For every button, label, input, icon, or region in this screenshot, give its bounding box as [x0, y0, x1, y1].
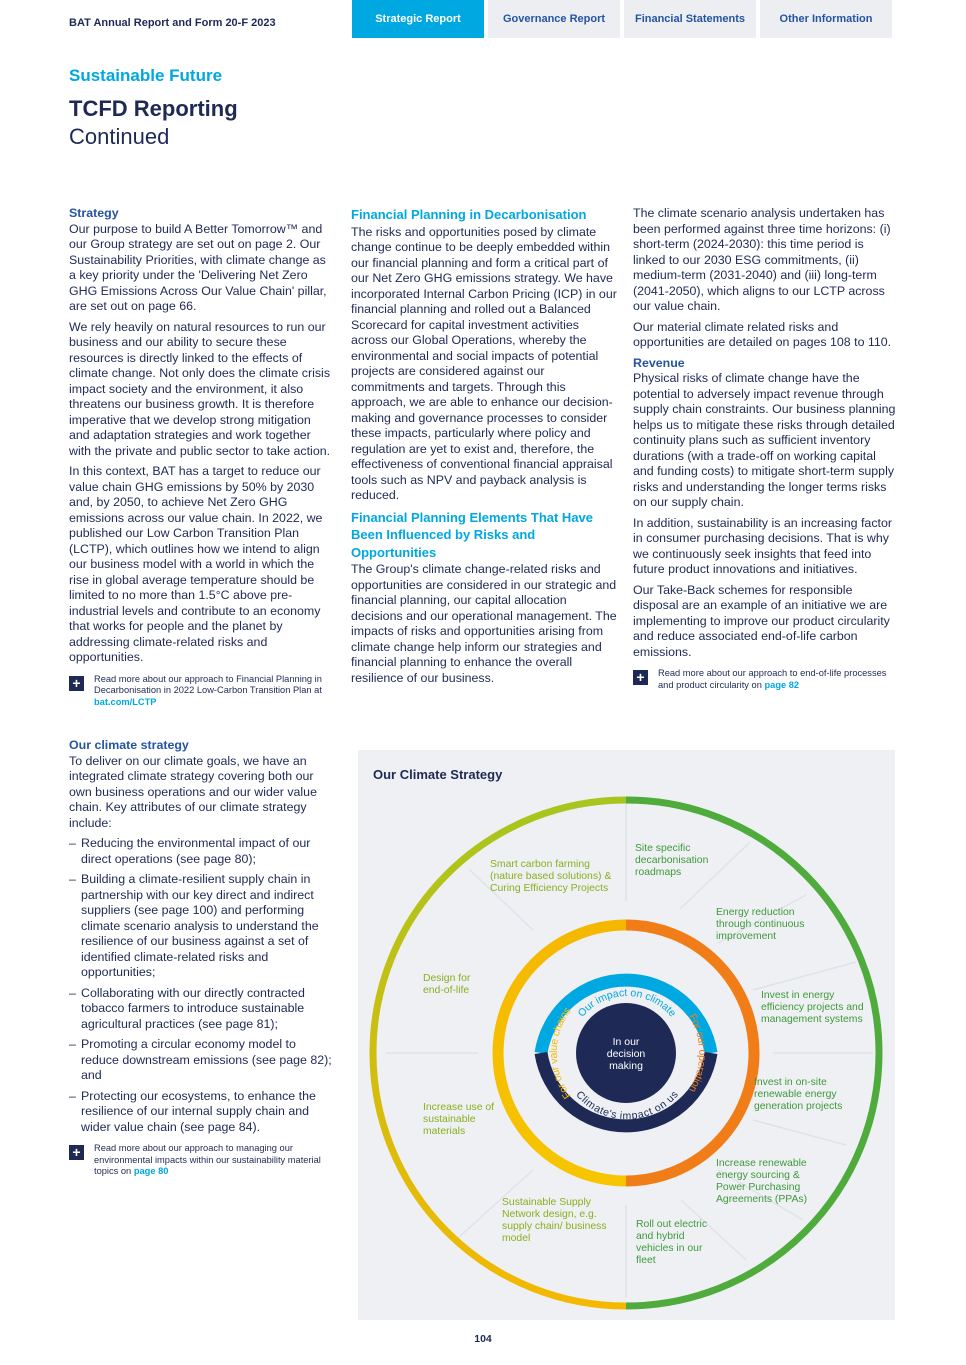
- list-item: – Collaborating with our directly contracted tobacco farmers to introduce sustainable agricultural practices (see page 81);: [69, 986, 334, 1033]
- climate-strategy-intro: To deliver on our climate goals, we have an integrated climate strategy covering both our own business operations and our wider value chain. Key attributes of our climate strategy include:: [69, 753, 317, 830]
- climate-strategy-list: [69, 836, 334, 1135]
- list-item: – Reducing the environmental impact of our direct operations (see page 80);: [69, 836, 334, 867]
- list-item: – Building a climate-resilient supply chain in partnership with our key direct and indirect suppliers (see page 100) and performing climate scenario analysis to understand the resilience of our business against a set of identified climate-related risks and opportunities;: [69, 872, 334, 981]
- page-82-link[interactable]: page 82: [764, 679, 800, 690]
- segment-energy-efficiency: Invest in energy efficiency projects and management systems: [761, 990, 864, 1025]
- revenue-paragraph-3: Our Take-Back schemes for responsible disposal are an example of an initiative we are implementing to improve our product circularity and reduce associated end-of-life carbon emissions.: [633, 582, 890, 659]
- segment-sustainable-supply-network: Sustainable Supply Network design, e.g. supply chain/ business model: [502, 1197, 607, 1244]
- page-80-link[interactable]: page 80: [133, 1166, 169, 1177]
- financial-planning-paragraph: The risks and opportunities posed by climate change continue to be deeply embedded within our financial planning and form a critical part of our Net Zero GHG emissions strategy. We have incorporated Internal Carbon Pricing (ICP) in our financial planning and rolled out a Balanced Scorecard for capital investment activities across our Global Operations, whereby the environmental and social impacts of potential projects are considered against our commitments and targets. Through this approach, we are able to enhance our decision-making and governance processes to consider these impacts, particularly where policy and regulation are yet to exist and, therefore, the effectiveness of conventional financial appraisal tools such as NPV and payback analysis is reduced.: [351, 224, 617, 502]
- page-title: TCFD Reporting: [69, 96, 238, 121]
- strategy-heading: Strategy: [69, 206, 119, 220]
- center-label-line-1: In our: [612, 1036, 640, 1048]
- segment-energy-reduction: Energy reduction through continuous improvement: [716, 907, 805, 942]
- plus-icon: +: [633, 670, 648, 685]
- segment-electric-fleet: Roll out electric and hybrid vehicles in our fleet: [636, 1219, 708, 1266]
- read-more-text: Read more about our approach to Financial Planning in Decarbonisation in 2022 Low-Carbon Transition Plan at: [94, 673, 322, 696]
- diagram-title: Our Climate Strategy: [373, 767, 503, 782]
- strategy-paragraph-1: Our purpose to build A Better Tomorrow™ and our Group strategy are set out on page 2. Our Sustainability Priorities, with climate change as a key priority under the 'Delivering Net Zero GHG Emissions Across Our Value Chain' pillar, are set out on page 66.: [69, 221, 327, 313]
- tab-governance-report[interactable]: Governance Report: [488, 0, 620, 38]
- plus-icon: +: [69, 1145, 84, 1160]
- strategy-paragraph-3: In this context, BAT has a target to reduce our value chain GHG emissions by 50% by 2030 and, by 2050, to achieve Net Zero GHG emissions across our value chain. In 2022, we published our Low Carbon Transition Plan (LCTP), which outlines how we intend to align our business model with a world in which the rise in global average temperature should be limited to no more than 1.5°C above pre-industrial levels and contribute to an economy that works for people and the planet by addressing climate-related risks and opportunities.: [69, 464, 323, 664]
- strategy-paragraph-2: We rely heavily on natural resources to run our business and our ability to secure these resources is directly linked to the effects of climate change. Not only does the climate crisis impact society and the environment, it also threatens our business growth. It is therefore imperative that we develop strong mitigation and adaptation strategies and work together with the private and public sector to take action.: [69, 319, 331, 458]
- read-more-text: Read more about our approach to end-of-life processes and product circularity on: [658, 668, 887, 690]
- page-subtitle: Continued: [69, 124, 170, 149]
- top-nav: [352, 0, 892, 38]
- segment-sustainable-materials: Increase use of sustainable materials: [423, 1102, 495, 1137]
- financial-planning-heading: Financial Planning in Decarbonisation: [351, 207, 587, 222]
- section-label: Sustainable Future: [69, 66, 223, 85]
- for-operation-label: For our operation: [686, 1011, 709, 1095]
- center-label-line-3: making: [609, 1060, 643, 1072]
- revenue-paragraph-1: Physical risks of climate change have the potential to adversely impact revenue through supply chain constraints. Our business planning helps us to mitigate these risks through detailed continuity plans such as sufficient inventory durations (with a trade-off on working capital and funding costs) to mitigate short-term supply risks and understanding the longer terms risks on our supply chain.: [633, 371, 896, 509]
- impact-on-climate-label: Our impact on climate: [575, 986, 679, 1020]
- segment-smart-carbon-farming: Smart carbon farming (nature based solutions) & Curing Efficiency Projects: [490, 859, 612, 894]
- segment-renewable-sourcing: Increase renewable energy sourcing & Power Purchasing Agreements (PPAs): [716, 1158, 808, 1205]
- tab-financial-statements[interactable]: Financial Statements: [624, 0, 756, 38]
- read-more-text: Read more about our approach to managing our environmental impacts within our sustainability material topics on: [94, 1143, 321, 1177]
- column-revenue: [633, 206, 899, 691]
- read-more-end-of-life: [633, 668, 899, 691]
- read-more-lctp: [69, 674, 334, 709]
- revenue-paragraph-2: In addition, sustainability is an increasing factor in consumer purchasing decisions. That is why we continuously seek insights that feed into future product innovations and initiatives.: [633, 515, 892, 576]
- page-number: 104: [474, 1333, 492, 1345]
- center-label-line-2: decision: [606, 1048, 646, 1060]
- revenue-heading: Revenue: [633, 355, 685, 370]
- column-financial-planning: [351, 206, 617, 691]
- risks-paragraph: Our material climate related risks and opportunities are detailed on pages 108 to 110.: [633, 319, 892, 349]
- column-strategy: [69, 206, 334, 708]
- lctp-link[interactable]: bat.com/LCTP: [94, 696, 157, 707]
- plus-icon: +: [69, 676, 84, 691]
- climate-strategy-diagram: [358, 750, 895, 1320]
- tab-strategic-report[interactable]: Strategic Report: [352, 0, 484, 38]
- segment-decarbonisation-roadmaps: Site specific decarbonisation roadmaps: [635, 843, 709, 878]
- planning-elements-paragraph: The Group's climate change-related risks and opportunities are considered in our strategic and financial planning, our capital allocation decisions and our operational management. The impacts of risks and opportunities arising from climate change help inform our strategies and financial planning to enhance the overall resilience of our business.: [351, 562, 617, 685]
- segment-design-end-of-life: Design for end-of-life: [423, 973, 471, 996]
- diagram-svg: [358, 750, 895, 1320]
- read-more-environment: [69, 1143, 334, 1178]
- tab-other-information[interactable]: Other Information: [760, 0, 892, 38]
- list-item: – Protecting our ecosystems, to enhance the resilience of our internal supply chain and wider value chain (see page 84).: [69, 1089, 334, 1136]
- climate-strategy-heading: Our climate strategy: [69, 738, 189, 752]
- scenario-paragraph: The climate scenario analysis undertaken has been performed against three time horizons: (i) short-term (2024-2030): this time period is linked to our 2030 ESG commitments, (ii) medium-term (2031-2040) and (iii) long-term (2041-2050), which aligns to our LCTP across our value chain.: [633, 206, 891, 313]
- column-climate-strategy: [69, 738, 334, 1178]
- list-item: – Promoting a circular economy model to reduce downstream emissions (see page 82); and: [69, 1037, 334, 1084]
- report-title: BAT Annual Report and Form 20-F 2023: [69, 17, 276, 29]
- climate-impact-on-us-label: Climate's impact on us: [573, 1088, 681, 1123]
- planning-elements-heading: Financial Planning Elements That Have Been Influenced by Risks and Opportunities: [351, 509, 594, 560]
- segment-onsite-renewables: Invest in on-site renewable energy generation projects: [754, 1077, 843, 1112]
- for-value-chains-label: For our value chains: [547, 1004, 574, 1101]
